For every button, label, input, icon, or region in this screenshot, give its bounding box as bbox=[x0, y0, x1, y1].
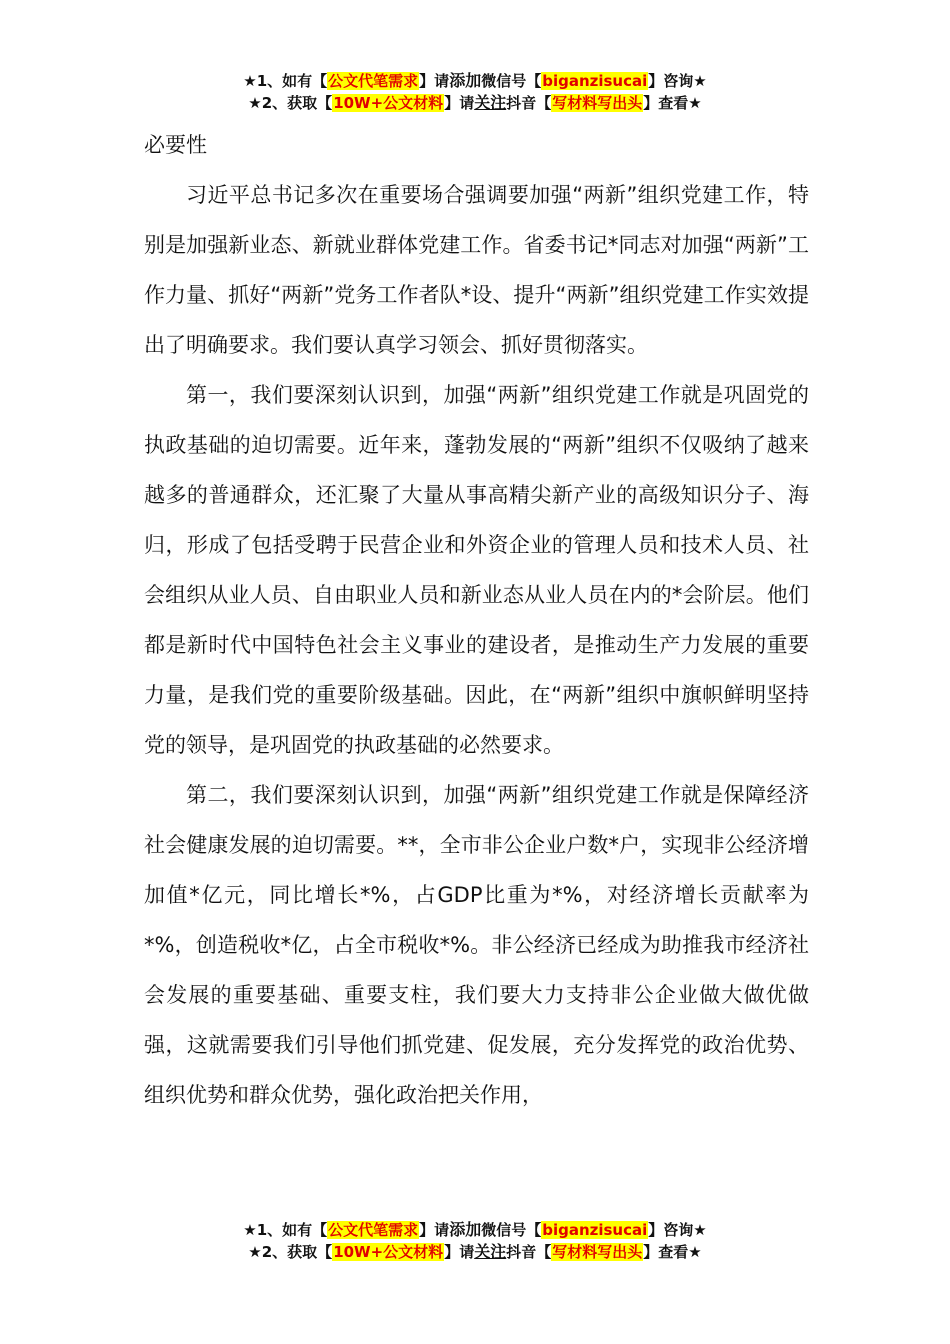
highlight-service: 公文代笔需求 bbox=[328, 72, 419, 90]
highlight-materials: 10W+公文材料 bbox=[333, 94, 444, 112]
paragraph-3: 第二，我们要深刻认识到，加强“两新”组织党建工作就是保障经济社会健康发展的迫切需要。**，全市非公企业户数*户，实现非公经济增加值*亿元，同比增长*%，占GDP比重为*%，对经济增长贡献率为*%，创造税收*亿，占全市税收*%。非公经济已经成为助推我市经济社会发展的重要基础、重要支柱，我们要大力支持非公企业做大做优做强，这就需要我们引导他们抓党建、促发展，充分发挥党的政治优势、组织优势和群众优势，强化政治把关作用， bbox=[144, 783, 809, 1107]
highlight-materials: 10W+公文材料 bbox=[333, 1243, 444, 1261]
paragraph-continuation: 必要性 bbox=[144, 133, 207, 157]
promo-line-1: ★1、如有【公文代笔需求】请添加微信号【biganzisucai】咨询★ bbox=[243, 71, 707, 90]
promo-line-1: ★1、如有【公文代笔需求】请添加微信号【biganzisucai】咨询★ bbox=[243, 1220, 707, 1239]
promo-banner-top bbox=[0, 70, 950, 114]
wechat-id: biganzisucai bbox=[542, 72, 648, 90]
paragraph-2: 第一，我们要深刻认识到，加强“两新”组织党建工作就是巩固党的执政基础的迫切需要。近年来，蓬勃发展的“两新”组织不仅吸纳了越来越多的普通群众，还汇聚了大量从事高精尖新产业的高级知识分子、海归，形成了包括受聘于民营企业和外资企业的管理人员和技术人员、社会组织从业人员、自由职业人员和新业态从业人员在内的*会阶层。他们都是新时代中国特色社会主义事业的建设者，是推动生产力发展的重要力量，是我们党的重要阶级基础。因此，在“两新”组织中旗帜鲜明坚持党的领导，是巩固党的执政基础的必然要求。 bbox=[144, 383, 809, 757]
douyin-account: 写材料写出头 bbox=[552, 94, 643, 112]
promo-banner-bottom bbox=[0, 1219, 950, 1263]
promo-line-2: ★2、获取【10W+公文材料】请关注抖音【写材料写出头】查看★ bbox=[248, 93, 702, 112]
highlight-service: 公文代笔需求 bbox=[328, 1221, 419, 1239]
paragraph-1: 习近平总书记多次在重要场合强调要加强“两新”组织党建工作，特别是加强新业态、新就业群体党建工作。省委书记*同志对加强“两新”工作力量、抓好“两新”党务工作者队*设、提升“两新”组织党建工作实效提出了明确要求。我们要认真学习领会、抓好贯彻落实。 bbox=[144, 183, 809, 357]
promo-line-2: ★2、获取【10W+公文材料】请关注抖音【写材料写出头】查看★ bbox=[248, 1242, 702, 1261]
document-body bbox=[144, 120, 809, 1120]
douyin-account: 写材料写出头 bbox=[552, 1243, 643, 1261]
wechat-id: biganzisucai bbox=[542, 1221, 648, 1239]
